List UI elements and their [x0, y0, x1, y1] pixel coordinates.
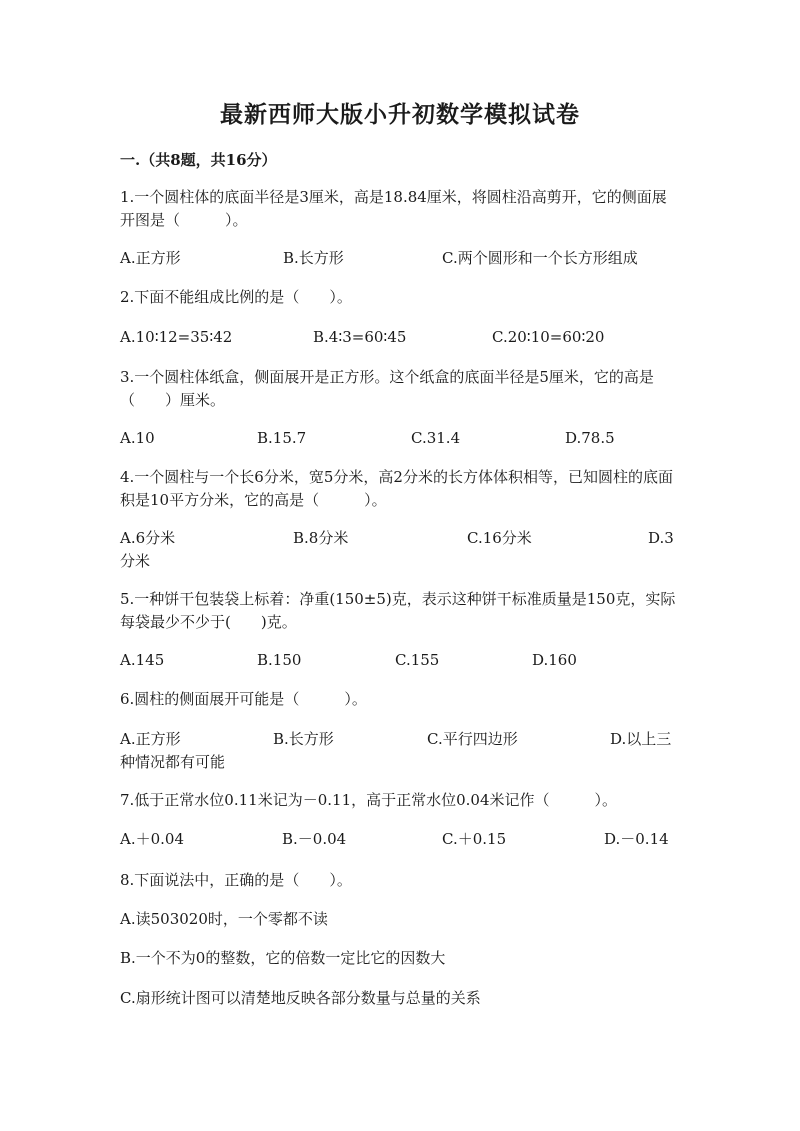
question-6: 6.圆柱的侧面展开可能是（ ）。 — [120, 690, 367, 708]
option-a[interactable]: A.145 — [120, 651, 165, 669]
question-4-options — [120, 527, 680, 550]
option-b[interactable]: B.150 — [257, 651, 302, 669]
option-a[interactable]: A.读503020时，一个零都不读 — [120, 910, 328, 928]
option-a[interactable]: A.10∶12=35∶42 — [120, 328, 233, 346]
option-c[interactable]: C.＋0.15 — [442, 830, 507, 848]
option-a[interactable]: A.6分米 — [120, 529, 176, 547]
option-d[interactable]: D.78.5 — [565, 429, 615, 447]
option-c[interactable]: C.两个圆形和一个长方形组成 — [442, 249, 638, 267]
option-a[interactable]: A.正方形 — [120, 730, 181, 748]
option-c[interactable]: C.16分米 — [467, 529, 532, 547]
option-d-wrap: 种情况都有可能 — [120, 753, 226, 771]
question-8: 8.下面说法中，正确的是（ ）。 — [120, 871, 352, 889]
section-heading: 一.（共8题，共16分） — [120, 151, 277, 169]
option-a[interactable]: A.10 — [120, 429, 155, 447]
option-c[interactable]: C.扇形统计图可以清楚地反映各部分数量与总量的关系 — [120, 989, 481, 1007]
question-4: 4.一个圆柱与一个长6分米，宽5分米，高2分米的长方体体积相等，已知圆柱的底面积是10平方分米，它的高是（ ）。 — [120, 468, 673, 509]
question-7: 7.低于正常水位0.11米记为－0.11，高于正常水位0.04米记作（ ）。 — [120, 791, 618, 809]
option-a[interactable]: A.正方形 — [120, 249, 181, 267]
option-b[interactable]: B.长方形 — [283, 249, 344, 267]
option-d[interactable]: D.－0.14 — [604, 830, 669, 848]
option-d[interactable]: D.160 — [532, 651, 577, 669]
question-3-options — [120, 427, 680, 450]
question-7-options — [120, 828, 680, 851]
option-c[interactable]: C.31.4 — [411, 429, 461, 447]
page-title: 最新西师大版小升初数学模拟试卷 — [220, 101, 580, 128]
option-c[interactable]: C.平行四边形 — [427, 730, 518, 748]
question-5: 5.一种饼干包装袋上标着：净重(150±5)克，表示这种饼干标准质量是150克，实际每袋最少不少于( )克。 — [120, 590, 676, 631]
question-2-options — [120, 326, 680, 349]
option-d[interactable]: D.3 — [648, 529, 674, 547]
question-2: 2.下面不能组成比例的是（ ）。 — [120, 288, 352, 306]
option-b[interactable]: B.4∶3=60∶45 — [313, 328, 407, 346]
option-b[interactable]: B.15.7 — [257, 429, 307, 447]
option-b[interactable]: B.长方形 — [273, 730, 334, 748]
option-c[interactable]: C.20∶10=60∶20 — [492, 328, 605, 346]
question-6-options — [120, 728, 680, 751]
option-b[interactable]: B.－0.04 — [282, 830, 347, 848]
option-b[interactable]: B.8分米 — [293, 529, 349, 547]
option-a[interactable]: A.＋0.04 — [120, 830, 184, 848]
option-d[interactable]: D.以上三 — [610, 730, 672, 748]
question-1: 1.一个圆柱体的底面半径是3厘米，高是18.84厘米，将圆柱沿高剪开，它的侧面展开图是（ ）。 — [120, 188, 667, 229]
question-3: 3.一个圆柱体纸盒，侧面展开是正方形。这个纸盒的底面半径是5厘米，它的高是（ ）厘米。 — [120, 368, 654, 409]
option-c[interactable]: C.155 — [395, 651, 440, 669]
option-b[interactable]: B.一个不为0的整数，它的倍数一定比它的因数大 — [120, 949, 446, 967]
option-d-wrap: 分米 — [120, 552, 151, 570]
question-5-options — [120, 649, 680, 672]
question-1-options — [120, 247, 680, 270]
